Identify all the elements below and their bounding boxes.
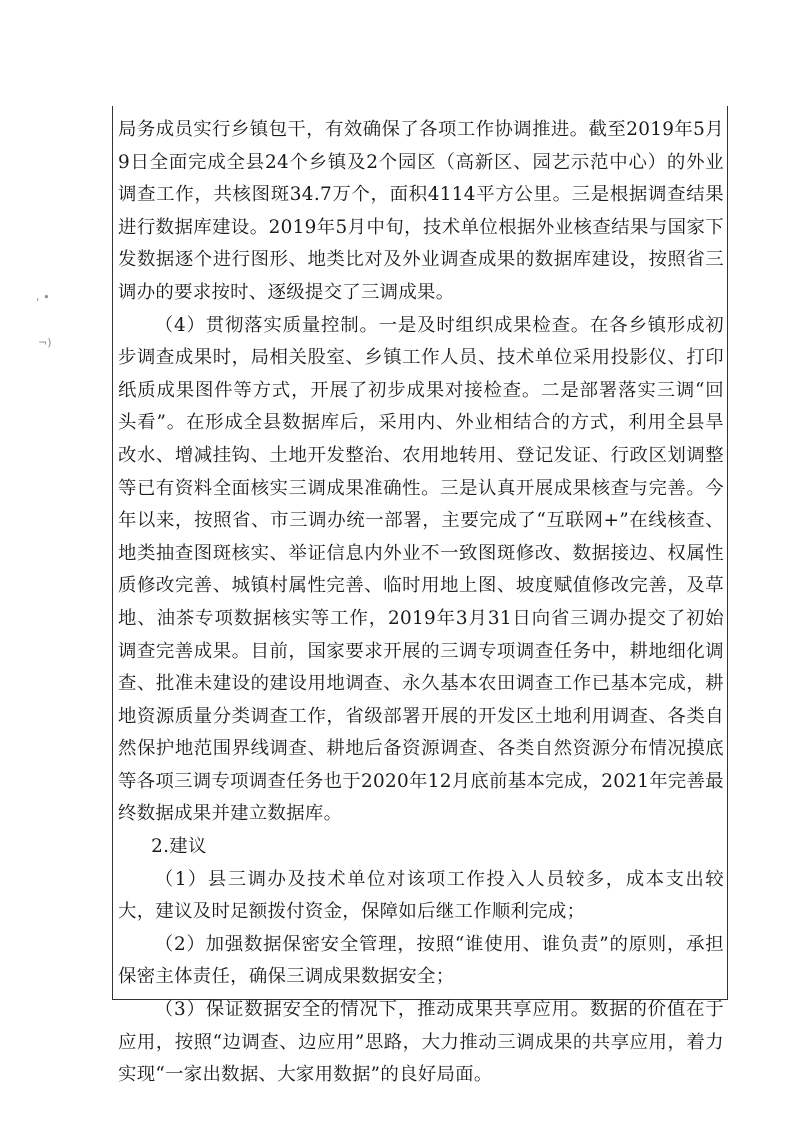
suggestion-item-data-sharing: （3）保证数据安全的情况下，推动成果共享应用。数据的价值在于应用，按照“边调查、边应用”思路，大力推动三调成果的共享应用，着力实现“一家出数据、大家用数据”的良好局面。 — [118, 999, 724, 1086]
section-heading-suggestions: 2.建议 — [151, 836, 207, 858]
scan-mark: ¬) — [38, 336, 52, 349]
suggestion-item-data-security: （2）加强数据保密安全管理，按照“谁使用、谁负责”的原则，承担保密主体责任，确保三调成果数据安全； — [118, 933, 724, 988]
suggestion-item-funding: （1）县三调办及技术单位对该项工作投入人员较多，成本支出较大，建议及时足额拨付资金，保障如后继工作顺利完成； — [118, 868, 724, 923]
paragraph-quality-control: （4）贯彻落实质量控制。一是及时组织成果检查。在各乡镇形成初步调查成果时，局相关股室、乡镇工作人员、技术单位采用投影仪、打印纸质成果图件等方式，开展了初步成果对接检查。二是部署落实三调“回头看”。在形成全县数据库后，采用内、外业相结合的方式，利用全县旱改水、增减挂钩、土地开发整治、农用地转用、登记发证、行政区划调整等已有资料全面核实三调成果准确性。三是认真开展成果核查与完善。今年以来，按照省、市三调办统一部署，主要完成了“互联网+”在线核查、地类抽查图斑核实、举证信息内外业不一致图斑修改、数据接边、权属性质修改完善、城镇村属性完善、临时用地上图、坡度赋值修改完善，及草地、油茶专项数据核实等工作，2019年3月31日向省三调办提交了初始调查完善成果。目前，国家要求开展的三调专项调查任务中，耕地细化调查、批准未建设的建设用地调查、永久基本农田调查工作已基本完成，耕地资源质量分类调查工作，省级部署开展的开发区土地利用调查、各类自然保护地范围界线调查、耕地后备资源调查、各类自然资源分布情况摸底等各项三调专项调查任务也于2020年12月底前基本完成，2021年完善最终数据成果并建立数据库。 — [118, 314, 724, 825]
document-body — [118, 114, 724, 1092]
paragraph-implementation-continued: 局务成员实行乡镇包干，有效确保了各项工作协调推进。截至2019年5月9日全面完成全县24个乡镇及2个园区（高新区、园艺示范中心）的外业调查工作，共核图斑34.7万个，面积4114平方公里。三是根据调查结果进行数据库建设。2019年5月中旬，技术单位根据外业核查结果与国家下发数据逐个进行图形、地类比对及外业调查成果的数据库建设，按照省三调办的要求按时、逐级提交了三调成果。 — [118, 119, 724, 303]
scan-mark: , ∙ — [36, 290, 50, 303]
